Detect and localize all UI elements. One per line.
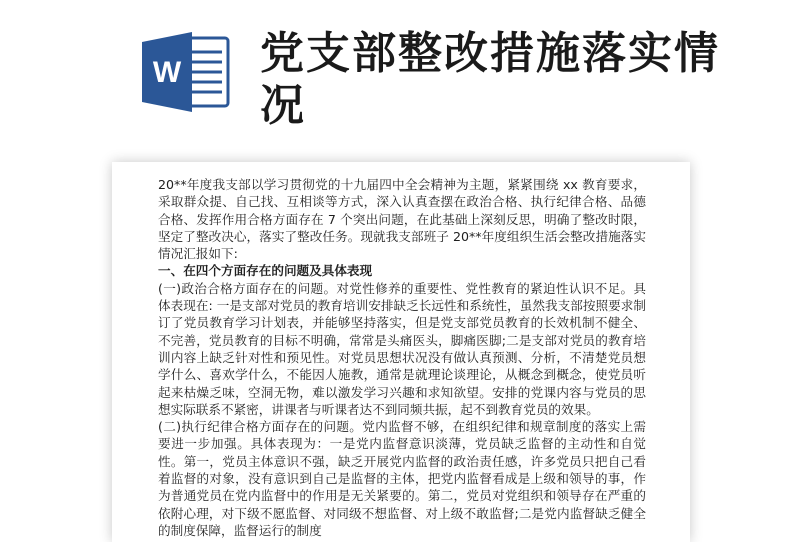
- section-heading: 一、在四个方面存在的问题及具体表现: [158, 263, 373, 279]
- document-paragraph: (二)执行纪律合格方面存在的问题。党内监督不够，在组织纪律和规章制度的落实上需要进一步加强。具体表现为：一是党内监督意识淡薄，党员缺乏监督的主动性和自觉性。第一，党员主体意识不强，缺乏开展党内监督的政治责任感，许多党员只把自己看着监督的对象，没有意识到自己是监督的主体，把党内监督看成是上级和领导的事，作为普通党员在党内监督中的作用是无关紧要的。第二，党员对党组织和领导存在严重的依附心理，对下级不愿监督、对同级不想监督、对上级不敢监督;二是党内监督缺乏健全的制度保障，监督运行的制度: [158, 419, 646, 538]
- page-title: 党支部整改措施落实情况: [260, 28, 720, 131]
- page-header: [0, 0, 800, 150]
- word-document-icon: [140, 30, 232, 114]
- document-paragraph: (一)政治合格方面存在的问题。对党性修养的重要性、党性教育的紧迫性认识不足。具体表现在: 一是支部对党员的教育培训安排缺乏长远性和系统性，虽然我支部按照要求制订了党员教育学习计划表，并能够坚持落实，但是党支部党员教育的长效机制不健全、不完善，党员教育的目标不明确，常常是头痛医头，脚痛医脚;二是支部对党员的教育培训内容上缺乏针对性和预见性。对党员思想状况没有做认真预测、分析，不清楚党员想学什么、喜欢学什么，不能因人施教，通常是就理论谈理论，从概念到概念，使党员听起来枯燥乏味，空洞无物，难以激发学习兴趣和求知欲望。安排的党课内容与党员的思想实际联系不紧密，讲课者与听课者达不到同频共振，起不到教育党员的效果。: [158, 280, 646, 417]
- document-body: [158, 176, 646, 539]
- document-paragraph: 20**年度我支部以学习贯彻党的十九届四中全会精神为主题，紧紧围绕 xx 教育要求，采取群众提、自己找、互相谈等方式，深入认真查摆在政治合格、执行纪律合格、品德合格、发挥作用合格方面存在 7 个突出问题，在此基础上深刻反思，明确了整改时限，坚定了整改决心，落实了整改任务。现就我支部班子 20**年度组织生活会整改措施落实情况汇报如下:: [158, 177, 646, 262]
- svg-text:W: W: [152, 56, 182, 89]
